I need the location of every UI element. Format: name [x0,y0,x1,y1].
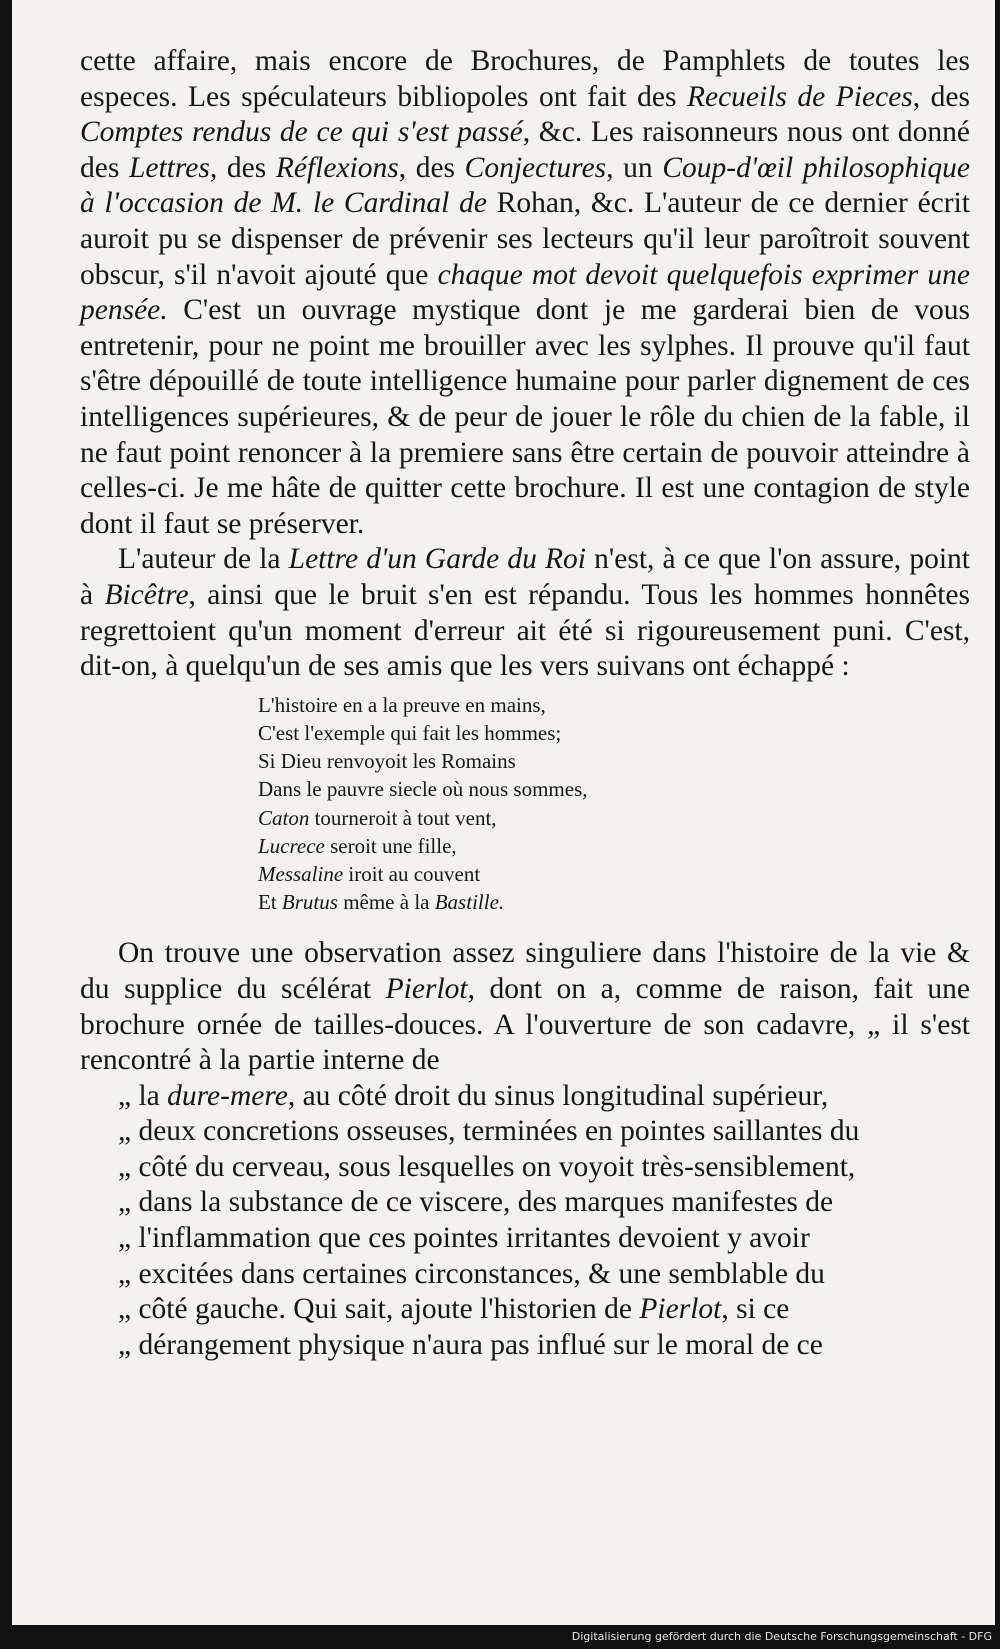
quoted-line: „ la dure-mere, au côté droit du sinus longitudinal supérieur, [118,1079,829,1112]
quoted-line: „ dérangement physique n'aura pas influé sur le moral de ce [118,1328,823,1361]
quoted-line: „ dans la substance de ce viscere, des marques manifestes de [118,1186,834,1219]
italic-run: Pierlot [385,972,468,1005]
italic-run: Messaline [258,861,344,886]
italic-run: Recueils de Pieces [686,80,913,113]
page-text [80,44,970,1363]
italic-run: Lucrece [258,833,325,858]
quoted-line: „ l'inflammation que ces pointes irritantes devoient y avoir [118,1222,810,1255]
quoted-line: „ côté du cerveau, sous lesquelles on voyoit très-sensiblement, [118,1150,856,1183]
italic-run: chaque mot devoit quelquefois exprimer une pensée. [80,258,970,327]
verse-line: L'histoire en a la preuve en mains, [258,692,546,717]
verse-line: Si Dieu renvoyoit les Romains [258,749,516,774]
verse-line: Caton tourneroit à tout vent, [258,805,497,830]
italic-run: Caton [258,805,310,830]
paragraph-garde-du-roi: L'auteur de la Lettre d'un Garde du Roi n'est, à ce que l'on assure, point à Bicêtre, ainsi que le bruit s'en est répandu. Tous les hommes honnêtes regrettoient qu'un moment d'erreur ait été si rigoureusement puni. C'est, dit-on, à quelqu'un de ses amis que les vers suivans ont échappé : [80,543,971,683]
verse-line: Messaline iroit au couvent [258,861,481,886]
book-page [12,0,995,1625]
paragraph-pierlot [80,936,970,1363]
italic-run: Brutus [281,890,338,915]
quoted-line: „ deux concretions osseuses, terminées en pointes saillantes du [118,1115,860,1148]
verse-block [258,691,970,917]
paragraph-brochures: cette affaire, mais encore de Brochures, de Pamphlets de toutes les especes. Les spéculateurs bibliopoles ont fait des Recueils de Pieces, des Comptes rendus de ce qui s'est passé, &c. Les raisonneurs nous ont donné des Lettres, des Réflexions, des Conjectures, un Coup-d'œil philosophique à l'occasion de M. le Cardinal de Rohan, &c. L'auteur de ce dernier écrit auroit pu se dispenser de prévenir ses lecteurs qu'il leur paroîtroit souvent obscur, s'il n'avoit ajouté que chaque mot devoit quelquefois exprimer une pensée. C'est un ouvrage mystique dont je me garderai bien de vous entretenir, pour ne point me brouiller avec les sylphes. Il prouve qu'il faut s'être dépouillé de toute intelligence humaine pour parler dignement de ces intelligences supérieures, & de peur de jouer le rôle du chien de la fable, il ne faut point renoncer à la premiere sans être certain de pouvoir atteindre à celles-ci. Je me hâte de quitter cette brochure. Il est une contagion de style dont il faut se préserver. [80,45,970,540]
quoted-line: „ excitées dans certaines circonstances, & une semblable du [118,1257,825,1290]
italic-run: Coup-d'œil philosophique à l'occasion de M. le Cardinal de [80,151,970,220]
quoted-line: „ côté gauche. Qui sait, ajoute l'historien de Pierlot, si ce [118,1293,790,1326]
italic-run: Pierlot [639,1293,722,1326]
verse-line: Dans le pauvre siecle où nous sommes, [258,777,588,802]
pierlot-intro: On trouve une observation assez singuliere dans l'histoire de la vie & du supplice du scélérat Pierlot, dont on a, comme de raison, fait une brochure ornée de tailles-douces. A l'ouverture de son cadavre, „ il s'est rencontré à la partie interne de [80,937,970,1077]
italic-run: Lettre d'un Garde du Roi [288,543,587,576]
italic-run: Bicêtre [104,578,189,611]
italic-run: Comptes rendus de ce qui s'est passé [80,116,523,149]
italic-run: Réflexions [275,151,399,184]
digitization-credit: Digitalisierung gefördert durch die Deutsche Forschungsgemeinschaft - DFG [0,1625,1000,1649]
italic-run: Conjectures [464,151,607,184]
italic-run: dure-mere [167,1079,288,1112]
verse-line: Et Brutus même à la Bastille. [258,890,505,915]
verse-line: Lucrece seroit une fille, [258,833,457,858]
italic-run: Bastille. [434,890,505,915]
italic-run: Lettres [128,151,210,184]
verse-line: C'est l'exemple qui fait les hommes; [258,720,562,745]
